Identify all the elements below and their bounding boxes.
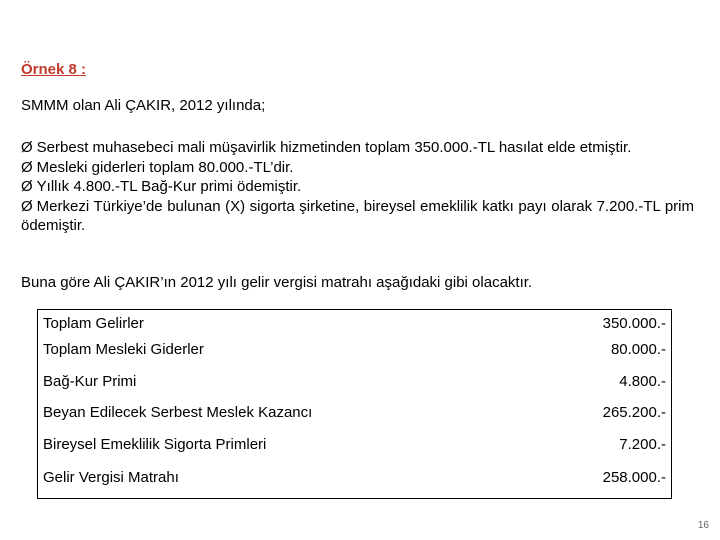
row-label: Bireysel Emeklilik Sigorta Primleri — [43, 436, 267, 453]
bullet-text: Yıllık 4.800.-TL Bağ-Kur primi ödemiştir. — [36, 178, 302, 195]
bullet-list — [21, 138, 694, 236]
row-value: 350.000.- — [602, 315, 666, 332]
slide-heading: Örnek 8 : — [21, 61, 87, 78]
row-label: Toplam Gelirler — [43, 315, 144, 332]
row-value: 265.200.- — [602, 404, 666, 421]
bullet-item — [21, 197, 694, 236]
row-label: Beyan Edilecek Serbest Meslek Kazancı — [43, 404, 313, 421]
row-value: 80.000.- — [610, 341, 666, 358]
bullet-text: Serbest muhasebeci mali müşavirlik hizmetinden toplam 350.000.-TL hasılat elde etmiştir. — [36, 139, 632, 156]
intro-text: SMMM olan Ali ÇAKIR, 2012 yılında; — [21, 97, 266, 114]
arrow-bullet-icon: Ø — [21, 139, 33, 156]
bullet-text: Mesleki giderleri toplam 80.000.-TL’dir. — [36, 158, 294, 176]
bullet-item — [21, 158, 694, 178]
conclusion-text: Buna göre Ali ÇAKIR’ın 2012 yılı gelir vergisi matrahı aşağıdaki gibi olacaktır. — [21, 274, 533, 291]
arrow-bullet-icon: Ø — [21, 158, 33, 176]
row-label: Gelir Vergisi Matrahı — [43, 469, 179, 486]
row-value: 4.800.- — [619, 373, 666, 390]
arrow-bullet-icon: Ø — [21, 178, 33, 195]
row-label: Bağ-Kur Primi — [43, 373, 137, 390]
page-number: 16 — [697, 520, 709, 531]
bullet-text: Merkezi Türkiye’de bulunan (X) sigorta şirketine, bireysel emeklilik katkı payı olarak 7.200.-TL prim ödemiştir. — [21, 197, 694, 234]
bullet-item — [21, 138, 694, 158]
bullet-item — [21, 177, 694, 197]
row-label: Toplam Mesleki Giderler — [43, 341, 204, 358]
calculation-table — [37, 309, 672, 499]
row-value: 7.200.- — [619, 436, 666, 453]
row-value: 258.000.- — [602, 469, 666, 486]
arrow-bullet-icon: Ø — [21, 197, 33, 215]
